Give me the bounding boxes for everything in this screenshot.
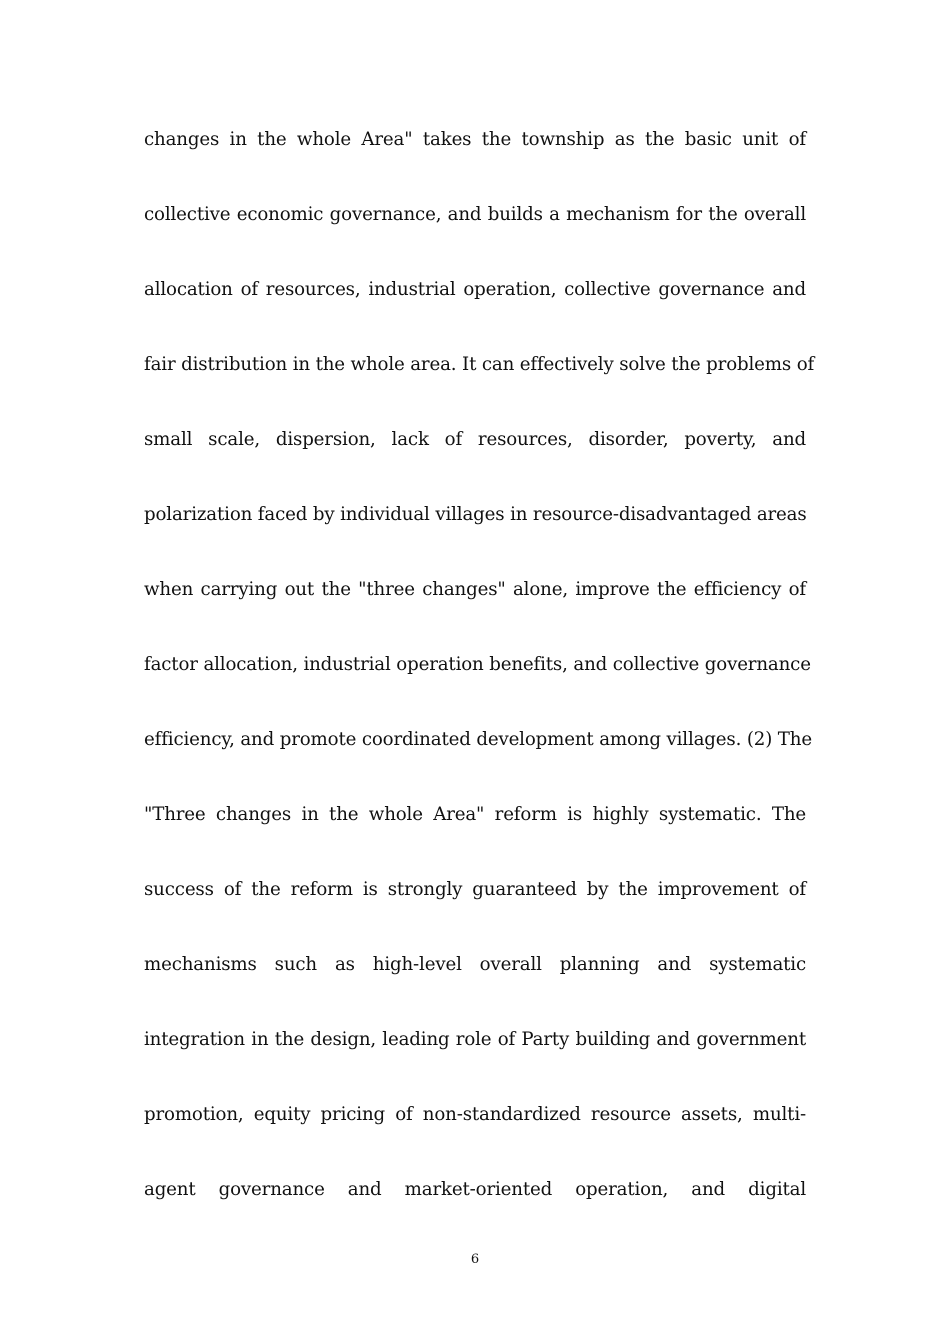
body-paragraph — [144, 122, 815, 1247]
text-line: efficiency, and promote coordinated development among villages. (2) The — [144, 729, 812, 750]
text-line: collective economic governance, and builds a mechanism for the overall — [144, 204, 806, 225]
text-line: small scale, dispersion, lack of resources, disorder, poverty, and — [144, 429, 806, 450]
text-line: success of the reform is strongly guaranteed by the improvement of — [144, 879, 806, 900]
text-line: integration in the design, leading role of Party building and government — [144, 1029, 806, 1050]
text-line: changes in the whole Area" takes the township as the basic unit of — [144, 129, 806, 150]
text-line: fair distribution in the whole area. It can effectively solve the problems of — [144, 354, 815, 375]
text-line: "Three changes in the whole Area" reform is highly systematic. The — [144, 804, 806, 825]
text-line: agent governance and market-oriented operation, and digital — [144, 1179, 806, 1200]
text-line: factor allocation, industrial operation benefits, and collective governance — [144, 654, 811, 675]
text-line: allocation of resources, industrial operation, collective governance and — [144, 279, 806, 300]
text-line: when carrying out the "three changes" alone, improve the efficiency of — [144, 579, 806, 600]
page-number: 6 — [470, 1252, 480, 1267]
text-line: polarization faced by individual villages in resource-disadvantaged areas — [144, 504, 807, 525]
text-line: promotion, equity pricing of non-standardized resource assets, multi- — [144, 1104, 806, 1125]
text-line: mechanisms such as high-level overall planning and systematic — [144, 954, 806, 975]
